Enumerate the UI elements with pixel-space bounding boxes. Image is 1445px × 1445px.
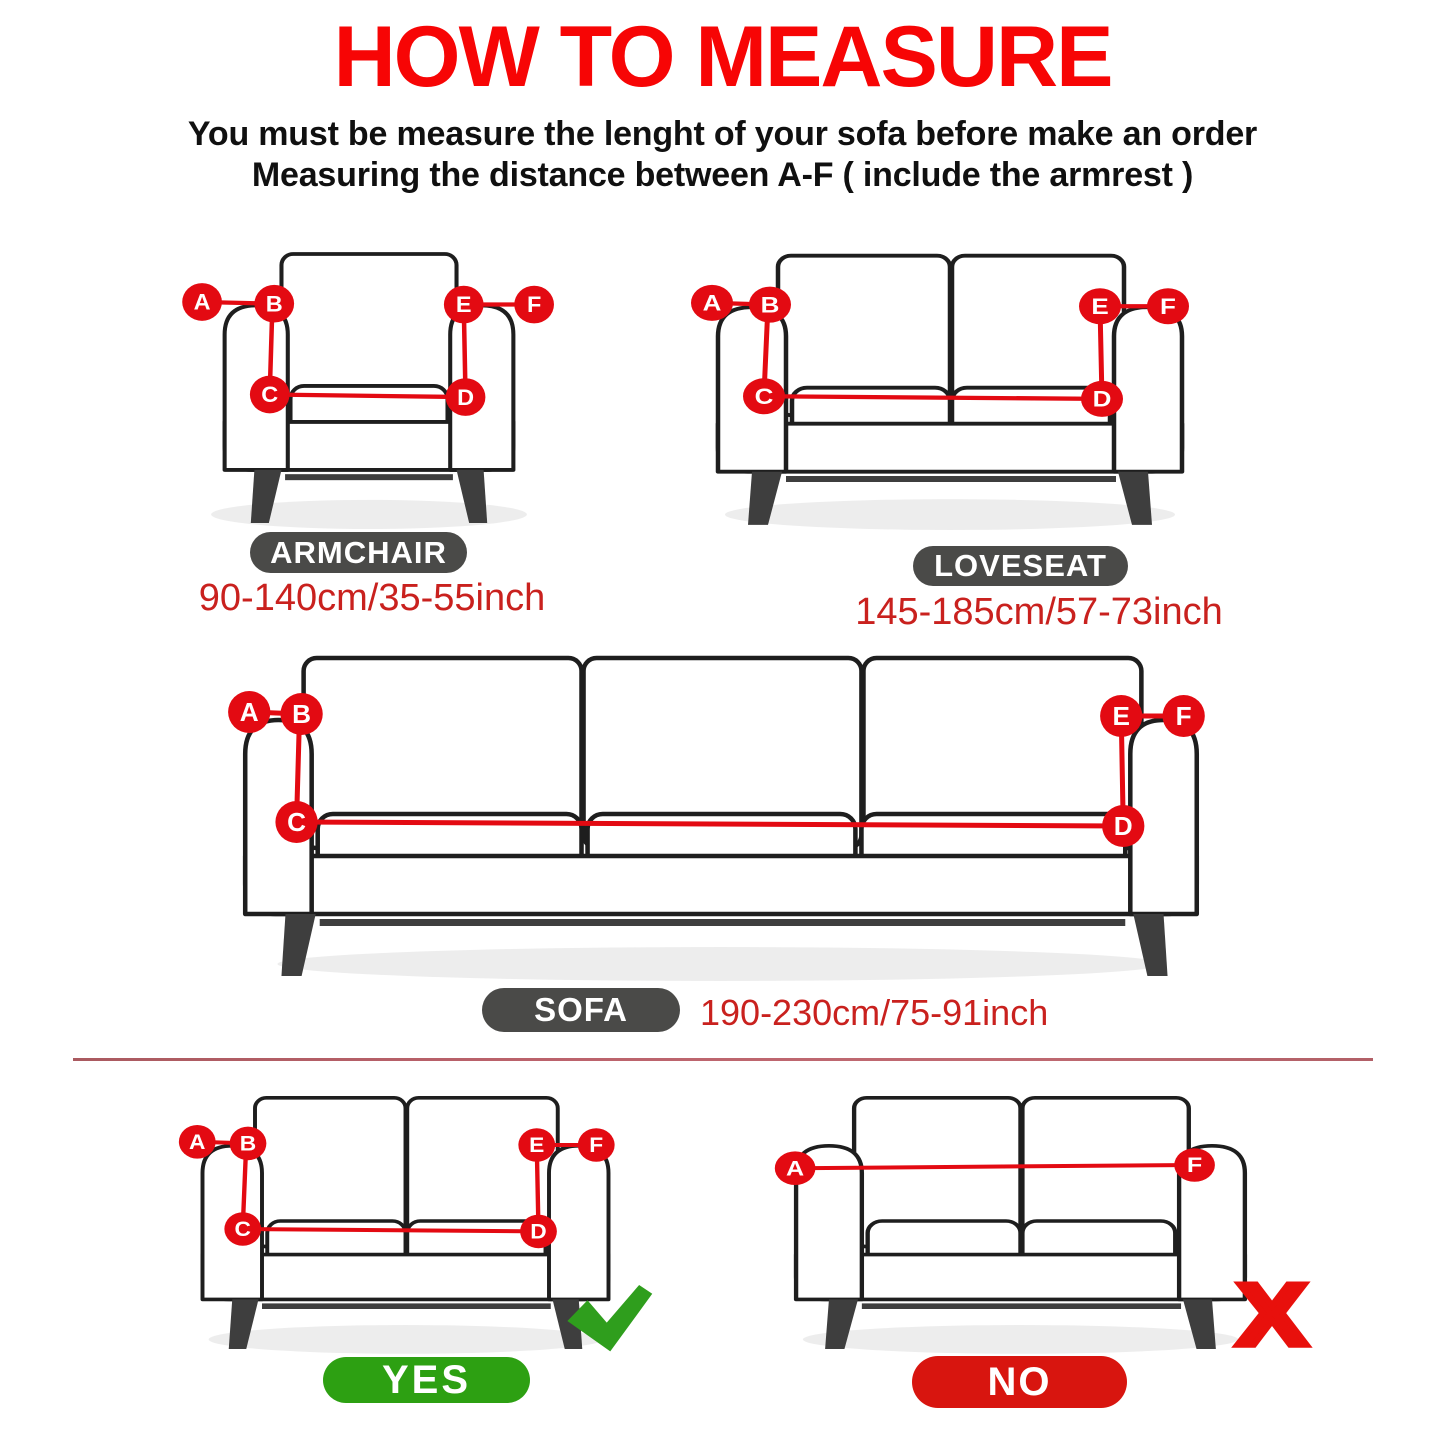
sofa-label-badge: SOFA <box>482 988 680 1032</box>
correct-measure-diagram <box>178 1085 668 1365</box>
subtitle <box>0 114 1445 196</box>
measure-point-b <box>280 693 322 735</box>
section-divider <box>73 1058 1373 1061</box>
measure-point-f <box>1163 695 1205 737</box>
measure-point-c <box>275 801 317 843</box>
measure-point-a <box>228 691 270 733</box>
svg-text:B: B <box>292 699 312 729</box>
loveseat-diagram <box>690 242 1210 542</box>
armchair-label-badge: ARMCHAIR <box>250 532 467 573</box>
svg-text:E: E <box>1112 701 1130 731</box>
svg-text:D: D <box>457 384 475 410</box>
svg-text:C: C <box>287 807 307 837</box>
sofa-size-range: 190-230cm/75-91inch <box>700 992 1049 1033</box>
measure-point-d <box>1102 805 1144 847</box>
floor-shadow <box>277 947 1163 981</box>
page-title: HOW TO MEASURE <box>333 9 1112 105</box>
measure-point-e <box>1100 695 1142 737</box>
measure-point-f <box>514 286 554 324</box>
sofa-base <box>245 856 1197 914</box>
measure-point-a <box>182 283 222 321</box>
loveseat-size-range: 145-185cm/57-73inch <box>855 591 1223 633</box>
svg-text:F: F <box>526 291 542 318</box>
svg-text:F: F <box>1175 701 1192 731</box>
measure-point-f <box>1174 1148 1215 1182</box>
measure-point-c <box>250 376 290 414</box>
loveseat-label-badge: LOVESEAT <box>913 546 1128 586</box>
measure-point-e <box>444 286 484 324</box>
sofa-illustration <box>245 658 1197 981</box>
subtitle-line-1: You must be measure the lenght of your sofa before make an order <box>187 115 1258 153</box>
svg-text:D: D <box>1113 811 1133 841</box>
incorrect-measure-diagram <box>769 1085 1330 1365</box>
svg-text:C: C <box>261 381 279 408</box>
measure-point-d <box>446 378 486 416</box>
measure-point-a <box>775 1151 816 1185</box>
leg-bar <box>320 919 1126 926</box>
x-mark-icon: X <box>1236 1265 1308 1364</box>
svg-text:E: E <box>455 291 472 318</box>
no-badge: NO <box>912 1356 1127 1408</box>
svg-text:A: A <box>193 289 211 315</box>
leg-bar <box>285 474 453 480</box>
measure-point-b <box>254 285 294 323</box>
loveseat-illustration <box>796 1098 1245 1354</box>
armchair-diagram <box>175 242 563 529</box>
svg-text:A: A <box>786 1156 805 1180</box>
svg-text:F: F <box>1186 1153 1203 1177</box>
svg-text:A: A <box>239 697 259 727</box>
sofa-diagram <box>215 642 1232 987</box>
yes-badge: YES <box>323 1357 530 1403</box>
armchair-size-range: 90-140cm/35-55inch <box>198 577 546 619</box>
svg-text:B: B <box>265 290 283 317</box>
subtitle-line-2: Measuring the distance between A-F ( include the armrest ) <box>251 156 1194 194</box>
